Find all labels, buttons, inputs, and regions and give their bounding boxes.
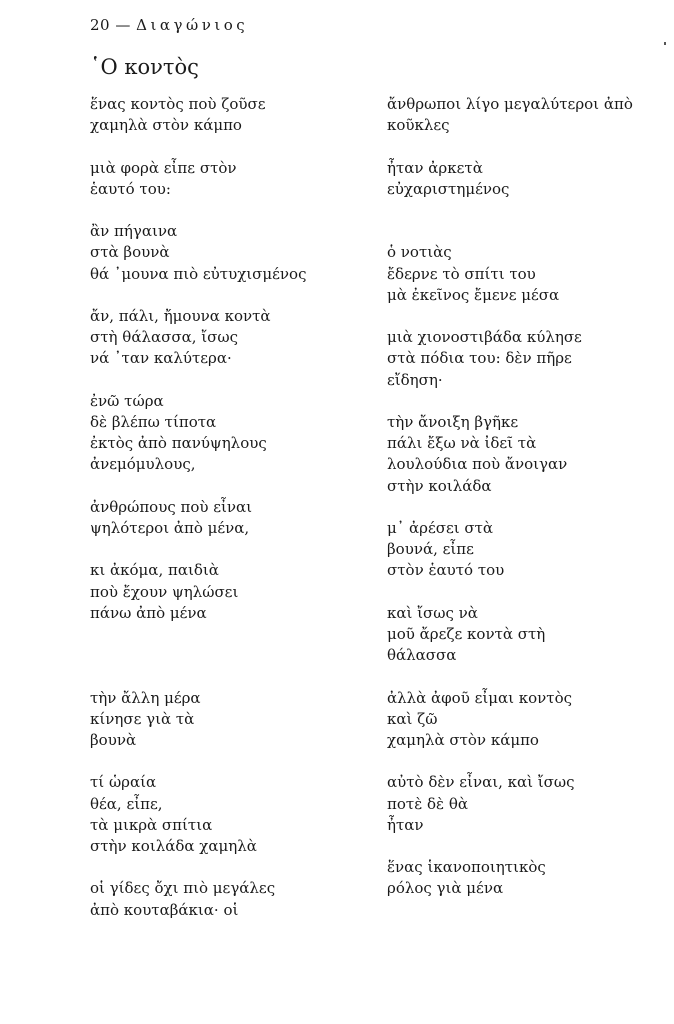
poem-line: ἂν πήγαινα <box>90 222 178 241</box>
poem-line: ἀλλὰ ἀφοῦ εἶμαι κοντὸς <box>387 688 573 707</box>
poem-line: ὁ νοτιὰς <box>387 243 452 262</box>
poem-line: πάνω ἀπὸ μένα <box>90 603 207 622</box>
poem-line: στὰ βουνὰ <box>90 243 170 262</box>
poem-line: στὸν ἑαυτό του <box>387 561 505 580</box>
poem-line: στὴν κοιλάδα <box>387 476 492 495</box>
poem-line: καὶ ζῶ <box>387 709 438 728</box>
stanza <box>90 221 360 285</box>
poem-line: μιὰ χιονοστιβάδα κύλησε <box>387 328 582 347</box>
stanza <box>387 772 657 836</box>
poem-line: καὶ ἴσως νὰ <box>387 603 478 622</box>
poem-line: αὐτὸ δὲν εἶναι, καὶ ἴσως <box>387 773 575 792</box>
poem-line: δὲ βλέπω τίποτα <box>90 412 217 431</box>
poem-line: οἱ γίδες ὄχι πιὸ μεγάλες <box>90 879 276 898</box>
poem-line: βουνά, εἶπε <box>387 540 474 559</box>
poem-line: θέα, εἶπε, <box>90 794 163 813</box>
poem-line: στὴ θάλασσα, ἴσως <box>90 328 238 347</box>
poem-line: μὰ ἐκεῖνος ἔμενε μέσα <box>387 285 560 304</box>
poem-line: ψηλότεροι ἀπὸ μένα, <box>90 518 250 537</box>
scan-speck <box>664 42 666 45</box>
stanza <box>387 518 657 582</box>
poem-line: ἐκτὸς ἀπὸ πανύψηλους <box>90 434 267 453</box>
stanza <box>387 412 657 497</box>
poem-line: ἑαυτό του: <box>90 179 171 198</box>
poem-line: κι ἀκόμα, παιδιὰ <box>90 561 219 580</box>
page-header <box>90 16 248 34</box>
stanza <box>90 772 360 857</box>
poem-line: χαμηλὰ στὸν κάμπο <box>387 730 539 749</box>
stanza <box>387 158 657 200</box>
poem-line: στὴν κοιλάδα χαμηλὰ <box>90 836 257 855</box>
stanza <box>90 306 360 370</box>
poem-line: πάλι ἔξω νὰ ἰδεῖ τὰ <box>387 434 537 453</box>
stanza <box>387 327 657 391</box>
poem-line: ἄνθρωποι λίγο μεγαλύτεροι ἀπὸ <box>387 95 633 113</box>
poem-line: ἕνας κοντὸς ποὺ ζοῦσε <box>90 95 266 113</box>
poem-line: ἔδερνε τὸ σπίτι του <box>387 264 536 283</box>
poem-line: τὰ μικρὰ σπίτια <box>90 815 213 834</box>
poem-line: μ᾽ ἀρέσει στὰ <box>387 518 494 537</box>
stanza <box>387 603 657 667</box>
poem-line: ἕνας ἱκανοποιητικὸς <box>387 858 546 877</box>
stanza <box>387 242 657 306</box>
poem-line: εἴδηση· <box>387 370 443 389</box>
poem-line: ποὺ ἔχουν ψηλώσει <box>90 582 239 601</box>
poem-line: ἀνθρώπους ποὺ εἶναι <box>90 497 253 516</box>
stanza <box>387 857 657 899</box>
poem-line: ποτὲ δὲ θὰ <box>387 794 469 813</box>
stanza <box>90 94 360 136</box>
stanza <box>387 688 657 752</box>
poem-line: θάλασσα <box>387 646 457 665</box>
poem-line: θά ᾽μουνα πιὸ εὐτυχισμένος <box>90 264 307 283</box>
poem-title: ῾Ο κοντὸς <box>90 55 199 79</box>
poem-line: ἀπὸ κουταβάκια· οἱ <box>90 900 239 919</box>
poem-line: νά ᾽ταν καλύτερα· <box>90 349 232 368</box>
poem-line: ἦταν <box>387 815 424 834</box>
poem-column-left <box>90 94 360 921</box>
poem-line: ἐνῶ τώρα <box>90 391 164 410</box>
poem-line: χαμηλὰ στὸν κάμπο <box>90 116 242 135</box>
poem-line: μοῦ ἄρεζε κοντὰ στὴ <box>387 624 546 643</box>
poem-line: ἀνεμόμυλους, <box>90 455 196 474</box>
stanza <box>90 878 360 920</box>
stanza <box>387 94 657 136</box>
poem-line: εὐχαριστημένος <box>387 179 510 198</box>
stanza <box>90 158 360 200</box>
header-separator: — <box>115 16 131 34</box>
poem-line: ἄν, πάλι, ἤμουνα κοντὰ <box>90 306 271 325</box>
book-title: Διαγώνιος <box>136 16 249 34</box>
page-number: 20 <box>90 16 111 34</box>
poem-line: ἦταν ἀρκετὰ <box>387 158 483 177</box>
poem-line: λουλούδια ποὺ ἄνοιγαν <box>387 455 568 474</box>
poem-line: βουνὰ <box>90 730 137 749</box>
poem-line: ρόλος γιὰ μένα <box>387 879 504 898</box>
poem-line: κοῦκλες <box>387 116 450 135</box>
stanza <box>90 497 360 539</box>
poem-line: μιὰ φορὰ εἶπε στὸν <box>90 158 237 177</box>
stanza <box>90 560 360 624</box>
poem-line: τί ὡραία <box>90 773 157 792</box>
poem-line: κίνησε γιὰ τὰ <box>90 709 195 728</box>
stanza <box>90 391 360 476</box>
poem-line: στὰ πόδια του: δὲν πῆρε <box>387 349 572 368</box>
stanza <box>90 688 360 752</box>
poem-column-right <box>387 94 657 900</box>
poem-line: τὴν ἄνοιξη βγῆκε <box>387 412 519 431</box>
poem-line: τὴν ἄλλη μέρα <box>90 688 201 707</box>
